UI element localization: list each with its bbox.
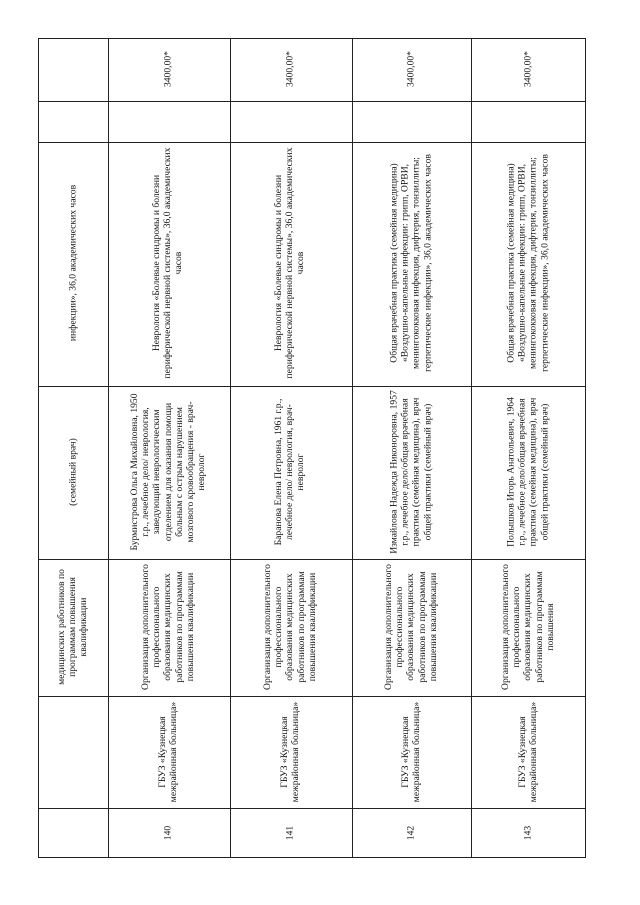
cell-person (470, 385, 586, 558)
cell-person-text: Полышков Игорь Анатольевич, 1964 г.р., лечебное дело/общая врачебная практика (семейная медицина), врач общей практики (семейный врач) (505, 396, 551, 547)
cell-dept-text: Организация дополнительного профессионального образования медицинских работников по программам повышения квалификации (139, 563, 196, 690)
column-divider (39, 101, 585, 102)
cell-course-text: Неврология «Болевые синдромы и болезни периферической нервной системы», 36,0 академических часов (273, 147, 307, 379)
cell-price (229, 38, 351, 100)
cell-course-text: Неврология «Болевые синдромы и болезни периферической нервной системы», 36,0 академических часов (151, 147, 185, 379)
cell-course-text: Общая врачебная практика (семейная медицина) «Воздушно-капельные инфекции: грипп, ОРВИ, менингококковая инфекция, дифтерия, тонзиллиты; герпетические инфекции», 36,0 академических часов (388, 154, 433, 372)
cell-num (229, 808, 351, 858)
cell-num (470, 808, 586, 858)
cell-course (38, 141, 107, 385)
cell-org-text: ГБУЗ «Кузнецкая межрайонная больница» (156, 701, 179, 802)
cell-price-text: 3400,00* (284, 51, 296, 87)
cell-price (351, 38, 470, 100)
cell-price-text: 3400,00* (162, 51, 174, 87)
cell-org-text: ГБУЗ «Кузнецкая межрайонная больница» (516, 701, 539, 802)
cell-person-text: Бурмистрова Ольга Михайловна, 1950 г.р., лечебное дело/ неврология, заведующий неврологическим отделением для оказания помощи больным с острым нарушением мозгового кровообращения - врач-невролог (128, 392, 208, 551)
cell-course (229, 141, 351, 385)
column-divider (38, 808, 586, 809)
cell-num (107, 808, 229, 858)
cell-course (107, 141, 229, 385)
cell-org (470, 695, 586, 808)
cell-price (38, 38, 107, 100)
cell-course (470, 141, 586, 385)
cell-price-text: 3400,00* (522, 51, 534, 87)
cell-org (229, 695, 351, 808)
cell-price (470, 38, 586, 100)
cell-org (38, 695, 107, 808)
cell-course-text: Общая врачебная практика (семейная медицина) «Воздушно-капельные инфекции: грипп, ОРВИ, менингококковая инфекция, дифтерия, тонзиллиты; герпетические инфекции», 36,0 академических часов (505, 154, 551, 372)
cell-price-text: 3400,00* (404, 51, 416, 87)
cell-dept (470, 558, 586, 695)
cell-num-text: 140 (162, 825, 174, 841)
cell-person-text: Баранова Елена Петровна, 1961 г.р., лечебное дело/ неврология, врач-невролог (273, 398, 307, 545)
cell-org-text: ГБУЗ «Кузнецкая межрайонная больница» (278, 701, 301, 802)
cell-person (107, 385, 229, 558)
cell-num-text: 141 (284, 825, 296, 841)
cell-num-text: 142 (404, 825, 416, 841)
cell-dept-text: Организация дополнительного профессионального образования медицинских работников по программам повышения (499, 563, 556, 690)
cell-course (351, 141, 470, 385)
cell-dept-text: Организация дополнительного профессионального образования медицинских работников по программам повышения квалификации (382, 563, 439, 690)
cell-dept-text: медицинских работников по программам повышения квалификации (55, 568, 90, 685)
cell-org-text: ГБУЗ «Кузнецкая межрайонная больница» (399, 701, 422, 802)
cell-person (38, 385, 107, 558)
cell-price (107, 38, 229, 100)
cell-org (351, 695, 470, 808)
cell-person (229, 385, 351, 558)
cell-org (107, 695, 229, 808)
cell-course-text: инфекции», 36,0 академических часов (66, 184, 78, 342)
cell-dept (229, 558, 351, 695)
cell-person-text: Измайлова Надежда Никоноровна, 1957 г.р., лечебное дело/общая врачебная практика (семейная медицина), врач общей практики (семейный врач) (388, 389, 433, 554)
cell-person-text: (семейный врач) (66, 437, 78, 506)
cell-dept (107, 558, 229, 695)
cell-dept (351, 558, 470, 695)
cell-dept-text: Организация дополнительного профессионального образования медицинских работников по программам повышения квалификации (261, 563, 318, 690)
cell-person (351, 385, 470, 558)
cell-dept (38, 558, 107, 695)
cell-num (351, 808, 470, 858)
cell-num (38, 808, 107, 858)
cell-num-text: 143 (522, 825, 534, 841)
